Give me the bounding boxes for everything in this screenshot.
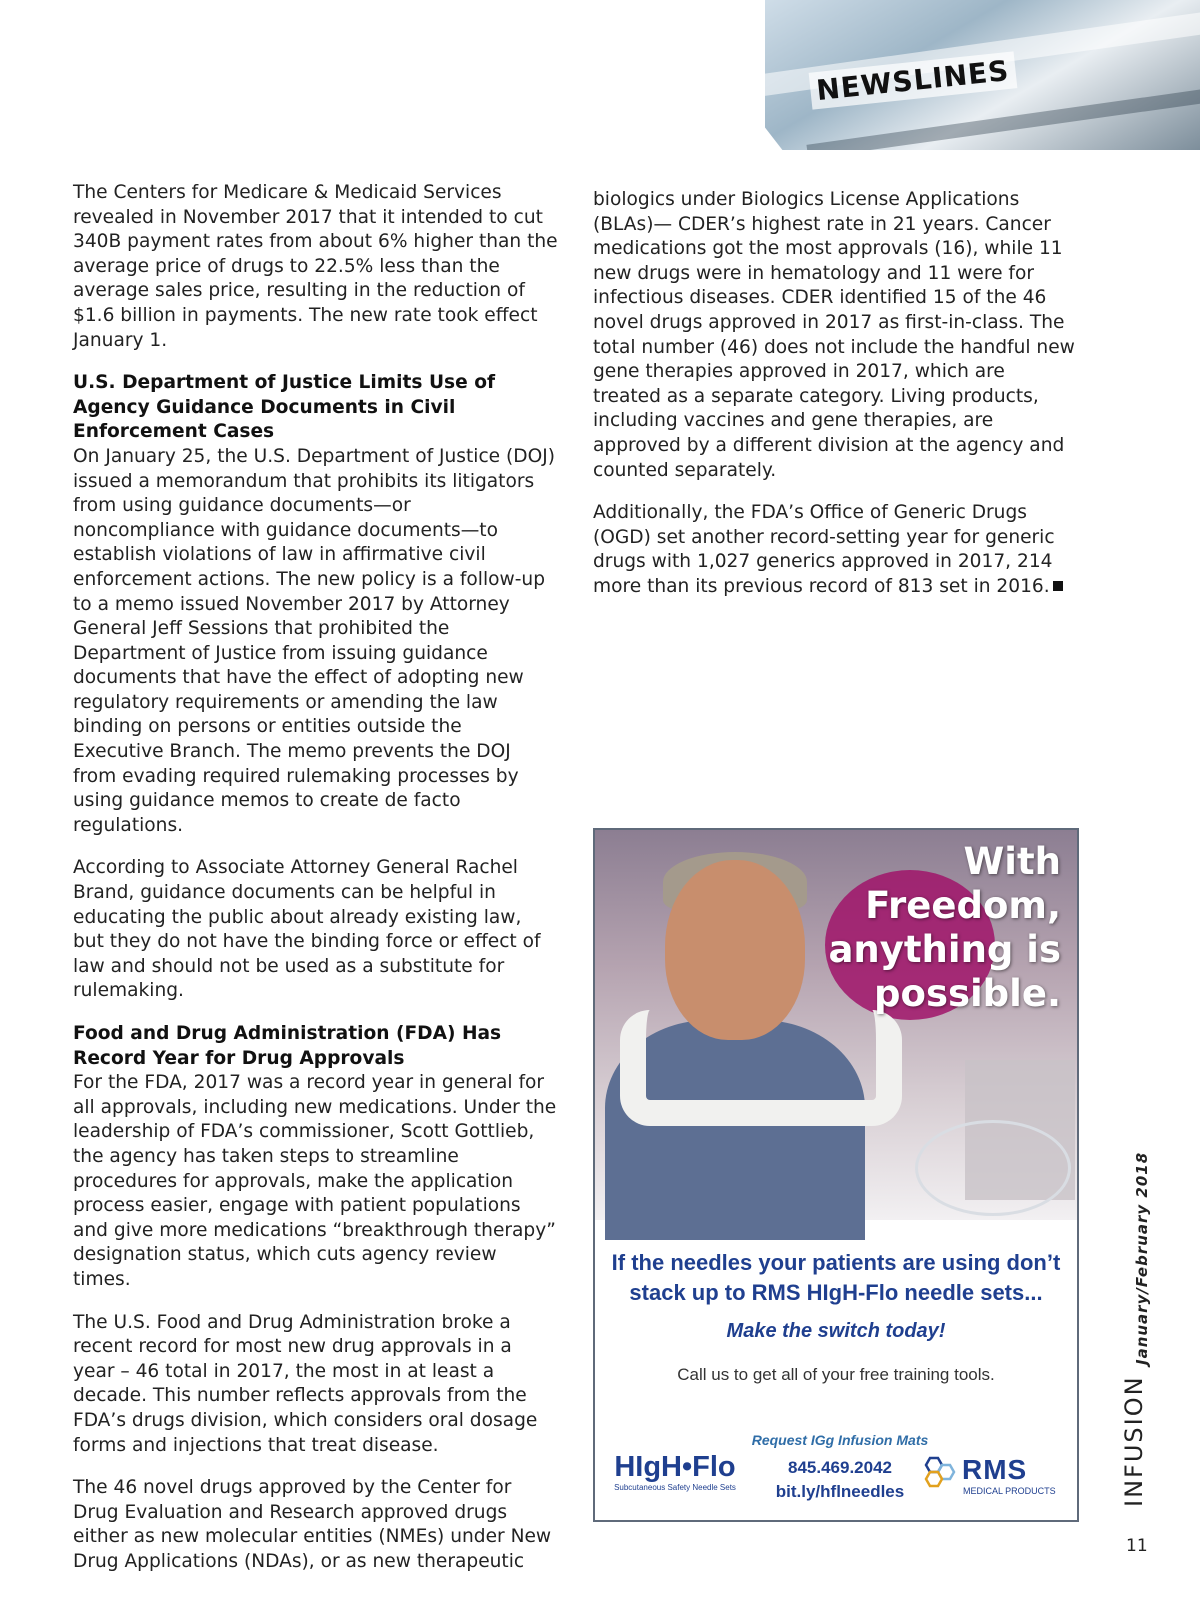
paragraph-cms: The Centers for Medicare & Medicaid Services revealed in November 2017 that it intended to cut 340B payment rates from about 6% higher than the average price of drugs to 22.5% less than the average sales price, resulting in the reduction of $1.6 billion in payments. The new rate took effect January 1. <box>73 182 558 351</box>
paragraph-fda-3: The 46 novel drugs approved by the Center for Drug Evaluation and Research approved drugs either as new molecular entities (NMEs) under New Drug Applications (NDAs), or as new therapeutic <box>73 1477 552 1572</box>
magazine-name: INFUSION <box>1120 1375 1148 1507</box>
rms-logo-text: RMS <box>962 1454 1028 1485</box>
ad-headline: With Freedom, anything is possible. <box>828 840 1061 1015</box>
highflo-logo <box>605 1452 745 1492</box>
doj-heading: U.S. Department of Justice Limits Use of Agency Guidance Documents in Civil Enforcement Cases <box>73 372 496 443</box>
needle-set-icon <box>915 1120 1071 1216</box>
paragraph-generics-text: Additionally, the FDA’s Office of Generic Drugs (OGD) set another record-setting year for generic drugs with 1,027 generics approved in 2017, 214 more than its previous record of 813 set in 2016. <box>593 502 1055 597</box>
issue-date: January/February 2018 <box>1133 1151 1151 1365</box>
paragraph-fda-1: For the FDA, 2017 was a record year in general for all approvals, including new medications. Under the leadership of FDA’s commissioner, Scott Gottlieb, the agency has taken steps to streamline procedures for approvals, make the application process easier, engage with patient populations and give more medications “breakthrough therapy” designation status, which cuts agency review times. <box>73 1072 557 1290</box>
ad-request-text: Request IGg Infusion Mats <box>751 1432 929 1448</box>
paragraph-doj-1: On January 25, the U.S. Department of Justice (DOJ) issued a memorandum that prohibits its litigators from using guidance documents—or noncompliance with guidance documents—to establish violations of law in affirmative civil enforcement actions. The new policy is a follow-up to a memo issued November 2017 by Attorney General Jeff Sessions that prohibited the Department of Justice from issuing guidance documents that have the effect of adopting new regulatory requirements or amending the law binding on persons or entities outside the Executive Branch. The memo prevents the DOJ from evading required rulemaking processes by using guidance memos to create de facto regulations. <box>73 445 555 836</box>
paragraph-fda-2: The U.S. Food and Drug Administration broke a recent record for most new drug approvals in a year – 46 total in 2017, the most in at least a decade. This number reflects approvals from the FDA’s drugs division, which considers oral dosage forms and injections that treat disease. <box>73 1311 538 1456</box>
ad-url-link[interactable]: bit.ly/hflneedles <box>775 1482 905 1501</box>
left-column <box>73 181 558 1592</box>
paragraph-generics <box>593 501 1078 599</box>
highflo-logo-tagline: Subcutaneous Safety Needle Sets <box>614 1483 736 1492</box>
ad-training-note: Call us to get all of your free training tools. <box>677 1365 995 1384</box>
ad-phone[interactable]: 845.469.2042 <box>788 1458 892 1477</box>
paragraph-doj-2: According to Associate Attorney General Rachel Brand, guidance documents can be helpful in educating the public about already existing law, but they do not have the binding force or effect of law and should not be used as a substitute for rulemaking. <box>73 857 541 1002</box>
right-column <box>593 188 1078 618</box>
paragraph-biologics: biologics under Biologics License Applications (BLAs)— CDER’s highest rate in 21 years. Cancer medications got the most approvals (16), while 11 new drugs were in hematology and 11 were for infectious diseases. CDER identified 15 of the 46 novel drugs approved in 2017 as first-in-class. The total number (46) does not include the handful new gene therapies approved in 2017, which are treated as a separate category. Living products, including vaccines and gene therapies, are approved by a different division at the agency and counted separately. <box>593 189 1075 481</box>
end-of-article-icon <box>1053 581 1063 591</box>
fda-heading: Food and Drug Administration (FDA) Has Record Year for Drug Approvals <box>73 1023 502 1069</box>
ad-call-to-action: Make the switch today! <box>726 1320 946 1342</box>
hexagon-icon <box>920 1454 964 1490</box>
rms-logo-subtext: MEDICAL PRODUCTS <box>963 1486 1056 1496</box>
section-label: NEWSLINES <box>809 51 1017 109</box>
ad-photo <box>595 830 1077 1220</box>
page-number: 11 <box>1126 1536 1148 1556</box>
ad-tagline: If the needles your patients are using don’t stack up to RMS HIgH-Flo needle sets... <box>611 1250 1061 1305</box>
rms-logo <box>920 1454 1070 1499</box>
advertisement[interactable] <box>593 828 1079 1522</box>
highflo-logo-text: HIgH•Flo <box>614 1451 736 1483</box>
